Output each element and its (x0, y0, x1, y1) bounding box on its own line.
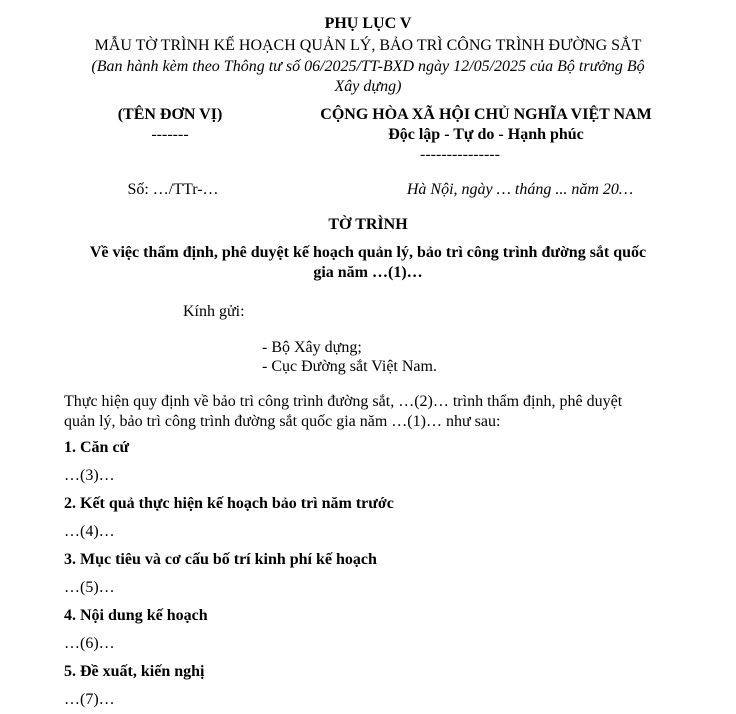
section-heading-objectives-budget: 3. Mục tiêu và cơ cấu bố trí kinh phí kế hoạch (64, 551, 377, 568)
appendix-subtitle: MẪU TỜ TRÌNH KẾ HOẠCH QUẢN LÝ, BẢO TRÌ CÔNG TRÌNH ĐƯỜNG SẮT (94, 37, 642, 54)
motto-divider: --------------- (420, 146, 500, 163)
section-heading-proposals: 5. Đề xuất, kiến nghị (64, 663, 205, 680)
unit-divider: ------- (151, 126, 189, 143)
section-heading-plan-content: 4. Nội dung kế hoạch (64, 607, 208, 624)
recipient-item: - Bộ Xây dựng; (262, 339, 362, 356)
unit-name: (TÊN ĐƠN VỊ) (117, 106, 223, 123)
section-body-placeholder: …(6)… (64, 635, 115, 652)
section-body-placeholder: …(4)… (64, 523, 115, 540)
recipients-label: Kính gửi: (183, 303, 245, 320)
appendix-issuance-note-line1: (Ban hành kèm theo Thông tư số 06/2025/TT-BXD ngày 12/05/2025 của Bộ trưởng Bộ (91, 58, 645, 75)
document-number: Số: …/TTr-… (127, 181, 219, 198)
section-body-placeholder: …(7)… (64, 691, 115, 708)
place-and-date: Hà Nội, ngày … tháng ... năm 20… (406, 181, 634, 198)
nation-name: CỘNG HÒA XÃ HỘI CHỦ NGHĨA VIỆT NAM (320, 106, 652, 123)
document-title: TỜ TRÌNH (328, 216, 408, 233)
document-subject-line2: gia năm …(1)… (313, 264, 423, 281)
section-heading-basis: 1. Căn cứ (64, 439, 130, 456)
intro-paragraph-line2: quản lý, bảo trì công trình đường sắt quốc gia năm …(1)… như sau: (64, 413, 501, 430)
national-motto: Độc lập - Tự do - Hạnh phúc (388, 126, 584, 143)
document-subject-line1: Về việc thẩm định, phê duyệt kế hoạch quản lý, bảo trì công trình đường sắt quốc (89, 244, 647, 261)
appendix-issuance-note-line2: Xây dựng) (334, 78, 402, 95)
recipient-item: - Cục Đường sắt Việt Nam. (262, 358, 437, 375)
section-heading-previous-results: 2. Kết quả thực hiện kế hoạch bảo trì năm trước (64, 495, 394, 512)
section-body-placeholder: …(3)… (64, 467, 115, 484)
intro-paragraph-line1: Thực hiện quy định về bảo trì công trình đường sắt, …(2)… trình thẩm định, phê duyệt (64, 393, 623, 410)
appendix-title: PHỤ LỤC V (324, 15, 412, 32)
section-body-placeholder: …(5)… (64, 579, 115, 596)
